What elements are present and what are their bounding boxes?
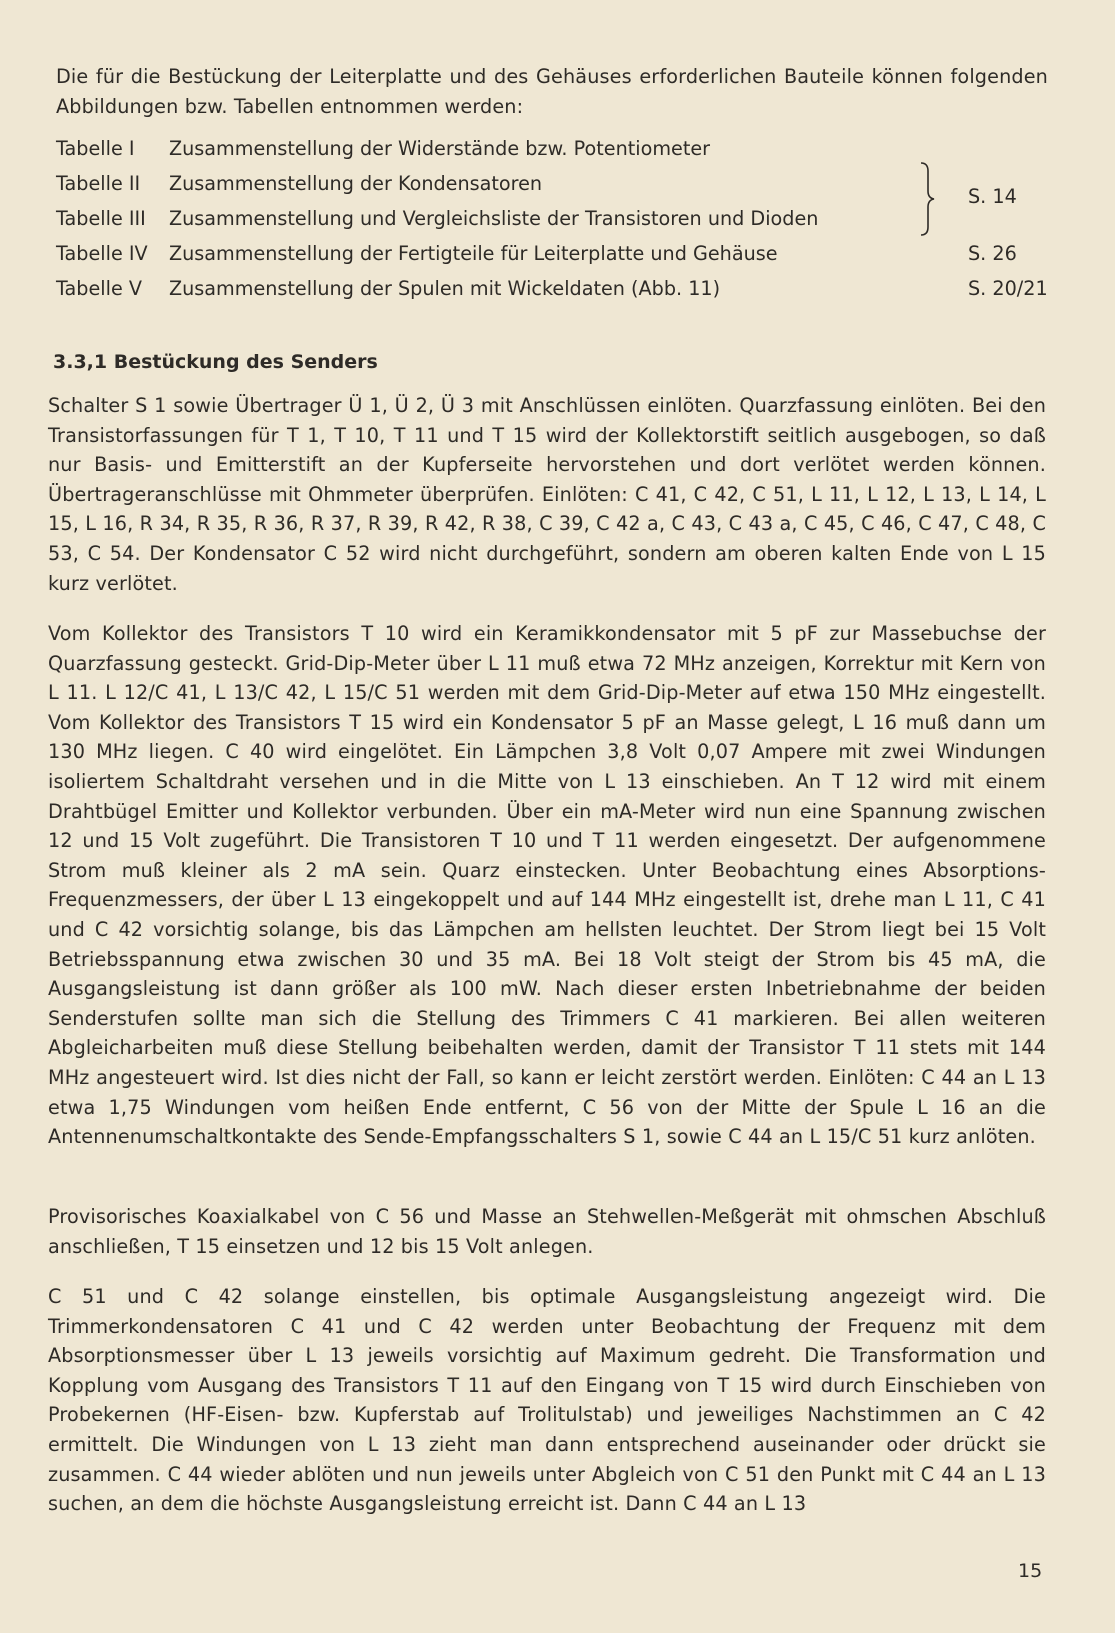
table-description: Zusammenstellung der Fertigteile für Leiterplatte und Gehäuse	[169, 242, 778, 265]
table-description: Zusammenstellung der Widerstände bzw. Potentiometer	[169, 137, 711, 160]
intro-paragraph: Die für die Bestückung der Leiterplatte und des Gehäuses erforderlichen Bauteile können folgenden Abbildungen bzw. Tabellen entnommen werden:	[56, 65, 1048, 118]
table-page: S. 20/21	[968, 277, 1048, 300]
section-heading: 3.3,1 Bestückung des Senders	[53, 351, 378, 373]
paragraph: Vom Kollektor des Transistors T 10 wird ein Keramikkondensator mit 5 pF zur Massebuchse der Quarzfassung gesteckt. Grid-Dip-Meter über L 11 muß etwa 72 MHz anzeigen, Korrektur mit Kern von L 11. L 12/C 41, L 13/C 42, L 15/C 51 werden mit dem Grid-Dip-Meter auf etwa 150 MHz eingestellt. Vom Kollektor des Transistors T 15 wird ein Kondensator 5 pF an Masse gelegt, L 16 muß dann um 130 MHz liegen. C 40 wird eingelötet. Ein Lämpchen 3,8 Volt 0,07 Ampere mit zwei Windungen isoliertem Schaltdraht versehen und in die Mitte von L 13 einschieben. An T 12 wird mit einem Drahtbügel Emitter und Kollektor verbunden. Über ein mA-Meter wird nun eine Spannung zwischen 12 und 15 Volt zugeführt. Die Transistoren T 10 und T 11 werden eingesetzt. Der aufgenommene Strom muß kleiner als 2 mA sein. Quarz einstecken. Unter Beobachtung eines Absorptions-Frequenzmessers, der über L 13 eingekoppelt und auf 144 MHz eingestellt ist, drehe man L 11, C 41 und C 42 vorsichtig solange, bis das Lämpchen am hellsten leuchtet. Der Strom liegt bei 15 Volt Betriebsspannung etwa zwischen 30 und 35 mA. Bei 18 Volt steigt der Strom bis 45 mA, die Ausgangsleistung ist dann größer als 100 mW. Nach dieser ersten Inbetriebnahme der beiden Senderstufen sollte man sich die Stellung des Trimmers C 41 markieren. Bei allen weiteren Abgleicharbeiten muß diese Stellung beibehalten werden, damit der Transistor T 11 stets mit 144 MHz angesteuert wird. Ist dies nicht der Fall, so kann er leicht zerstört werden. Einlöten: C 44 an L 13 etwa 1,75 Windungen vom heißen Ende entfernt, C 56 von der Mitte der Spule L 16 an die Antennenumschaltkontakte des Sende-Empfangsschalters S 1, sowie C 44 an L 15/C 51 kurz anlöten.	[48, 622, 1046, 1149]
paragraph: Schalter S 1 sowie Übertrager Ü 1, Ü 2, Ü 3 mit Anschlüssen einlöten. Quarzfassung einlöten. Bei den Transistorfassungen für T 1, T 10, T 11 und T 15 wird der Kollektorstift seitlich ausgebogen, so daß nur Basis- und Emitterstift an der Kupferseite hervorstehen und dort verlötet werden können. Übertrageranschlüsse mit Ohmmeter überprüfen. Einlöten: C 41, C 42, C 51, L 11, L 12, L 13, L 14, L 15, L 16, R 34, R 35, R 36, R 37, R 39, R 42, R 38, C 39, C 42 a, C 43, C 43 a, C 45, C 46, C 47, C 48, C 53, C 54. Der Kondensator C 52 wird nicht durchgeführt, sondern am oberen kalten Ende von L 15 kurz verlötet.	[48, 394, 1046, 595]
brace-page-ref: S. 14	[968, 185, 1017, 208]
table-label: Tabelle V	[56, 277, 142, 300]
table-description: Zusammenstellung und Vergleichsliste der Transistoren und Dioden	[169, 207, 819, 230]
paragraph: Provisorisches Koaxialkabel von C 56 und Masse an Stehwellen-Meßgerät mit ohmschen Abschluß anschließen, T 15 einsetzen und 12 bis 15 Volt anlegen.	[48, 1205, 1046, 1258]
table-label: Tabelle II	[56, 172, 141, 195]
table-page: S. 26	[968, 242, 1017, 265]
table-label: Tabelle III	[56, 207, 146, 230]
page-number: 15	[1018, 1560, 1043, 1582]
table-label: Tabelle I	[56, 137, 135, 160]
right-brace-icon	[918, 161, 938, 237]
table-description: Zusammenstellung der Kondensatoren	[169, 172, 543, 195]
paragraph: C 51 und C 42 solange einstellen, bis optimale Ausgangsleistung angezeigt wird. Die Trimmerkondensatoren C 41 und C 42 werden unter Beobachtung der Frequenz mit dem Absorptionsmesser über L 13 jeweils vorsichtig auf Maximum gedreht. Die Transformation und Kopplung vom Ausgang des Transistors T 11 auf den Eingang von T 15 wird durch Einschieben von Probekernen (HF-Eisen- bzw. Kupferstab auf Trolitulstab) und jeweiliges Nachstimmen an C 42 ermittelt. Die Windungen von L 13 zieht man dann entsprechend auseinander oder drückt sie zusammen. C 44 wieder ablöten und nun jeweils unter Abgleich von C 51 den Punkt mit C 44 an L 13 suchen, an dem die höchste Ausgangsleistung erreicht ist. Dann C 44 an L 13	[48, 1285, 1046, 1516]
table-label: Tabelle IV	[56, 242, 148, 265]
table-description: Zusammenstellung der Spulen mit Wickeldaten (Abb. 11)	[169, 277, 721, 300]
